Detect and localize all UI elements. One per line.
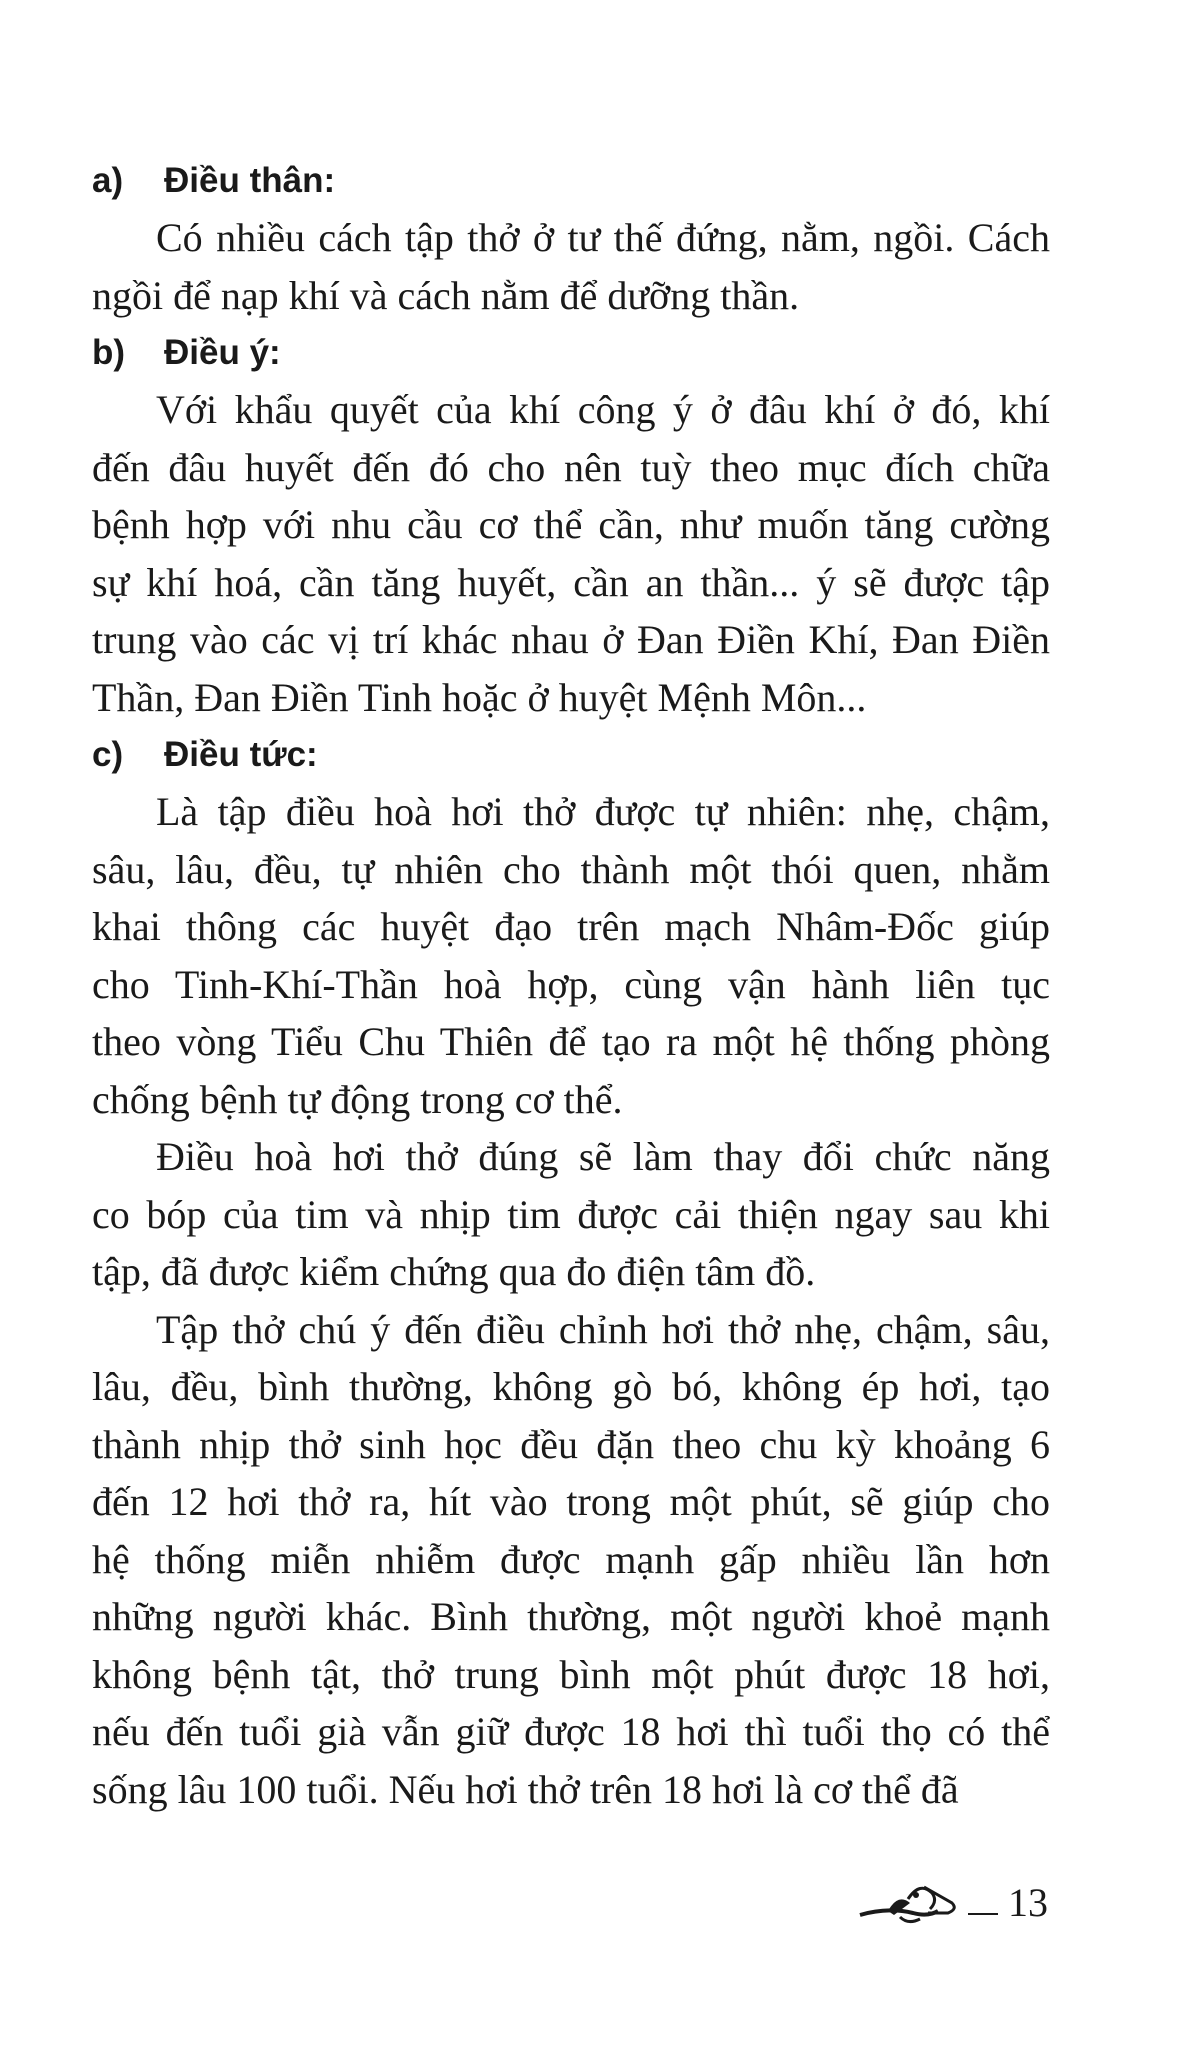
section-heading	[92, 324, 1050, 381]
text-line: Thần, Đan Điền Tinh hoặc ở huyệt Mệnh Môn...	[92, 674, 867, 720]
section-marker: c)	[92, 735, 124, 774]
section-heading	[92, 726, 1050, 783]
text-line: sâu, lâu, đều, tự nhiên cho thành một thói quen, nhằm	[92, 846, 1050, 892]
paragraph	[92, 381, 1050, 726]
swash-ornament-icon	[858, 1873, 968, 1933]
section-marker: a)	[92, 161, 124, 200]
text-line: thành nhịp thở sinh học đều đặn theo chu kỳ khoảng 6	[92, 1421, 1050, 1467]
section-title: Điều ý:	[164, 333, 281, 372]
paragraph	[92, 209, 1050, 324]
section-heading	[92, 152, 1050, 209]
text-line: sự khí hoá, cần tăng huyết, cần an thần... ý sẽ được tập	[92, 559, 1050, 605]
text-line: khai thông các huyệt đạo trên mạch Nhâm-Đốc giúp	[92, 904, 1050, 949]
section-marker: b)	[92, 333, 126, 372]
text-line: không bệnh tật, thở trung bình một phút được 18 hơi,	[92, 1651, 1050, 1697]
text-line: Với khẩu quyết của khí công ý ở đâu khí ở đó, khí	[156, 387, 1050, 432]
text-line: hệ thống miễn nhiễm được mạnh gấp nhiều lần hơn	[92, 1536, 1050, 1582]
text-line: Là tập điều hoà hơi thở được tự nhiên: nhẹ, chậm,	[156, 789, 1050, 834]
text-line: đến 12 hơi thở ra, hít vào trong một phút, sẽ giúp cho	[92, 1479, 1050, 1524]
page-number: 13	[1008, 1880, 1048, 1925]
page-footer	[858, 1873, 1058, 1933]
section-title: Điều tức:	[164, 735, 318, 774]
text-line: tập, đã được kiểm chứng qua đo điện tâm đồ.	[92, 1249, 816, 1294]
text-line: lâu, đều, bình thường, không gò bó, không ép hơi, tạo	[92, 1364, 1050, 1409]
paragraph	[92, 1301, 1050, 1819]
text-line: nếu đến tuổi già vẫn giữ được 18 hơi thì tuổi thọ có thể	[92, 1709, 1050, 1754]
text-line: cho Tinh-Khí-Thần hoà hợp, cùng vận hành liên tục	[92, 961, 1050, 1007]
text-line: co bóp của tim và nhịp tim được cải thiện ngay sau khi	[92, 1191, 1050, 1237]
paragraph	[92, 1128, 1050, 1301]
paragraph	[92, 783, 1050, 1128]
text-line: Tập thở chú ý đến điều chỉnh hơi thở nhẹ, chậm, sâu,	[156, 1306, 1050, 1352]
text-line: chống bệnh tự động trong cơ thể.	[92, 1076, 623, 1122]
text-line: theo vòng Tiểu Chu Thiên để tạo ra một hệ thống phòng	[92, 1019, 1050, 1064]
page-body	[92, 152, 1050, 1818]
text-line: đến đâu huyết đến đó cho nên tuỳ theo mục đích chữa	[92, 444, 1050, 490]
text-line: trung vào các vị trí khác nhau ở Đan Điền Khí, Đan Điền	[92, 617, 1050, 662]
section-title: Điều thân:	[164, 161, 336, 200]
text-line: Có nhiều cách tập thở ở tư thế đứng, nằm, ngồi. Cách	[156, 215, 1050, 260]
text-line: sống lâu 100 tuổi. Nếu hơi thở trên 18 hơi là cơ thể đã	[92, 1766, 959, 1812]
text-line: bệnh hợp với nhu cầu cơ thể cần, như muốn tăng cường	[92, 502, 1050, 547]
text-line: những người khác. Bình thường, một người khoẻ mạnh	[92, 1594, 1050, 1639]
text-line: Điều hoà hơi thở đúng sẽ làm thay đổi chức năng	[156, 1134, 1050, 1179]
footer-rule	[968, 1913, 998, 1915]
text-line: ngồi để nạp khí và cách nằm để dưỡng thần.	[92, 272, 800, 318]
